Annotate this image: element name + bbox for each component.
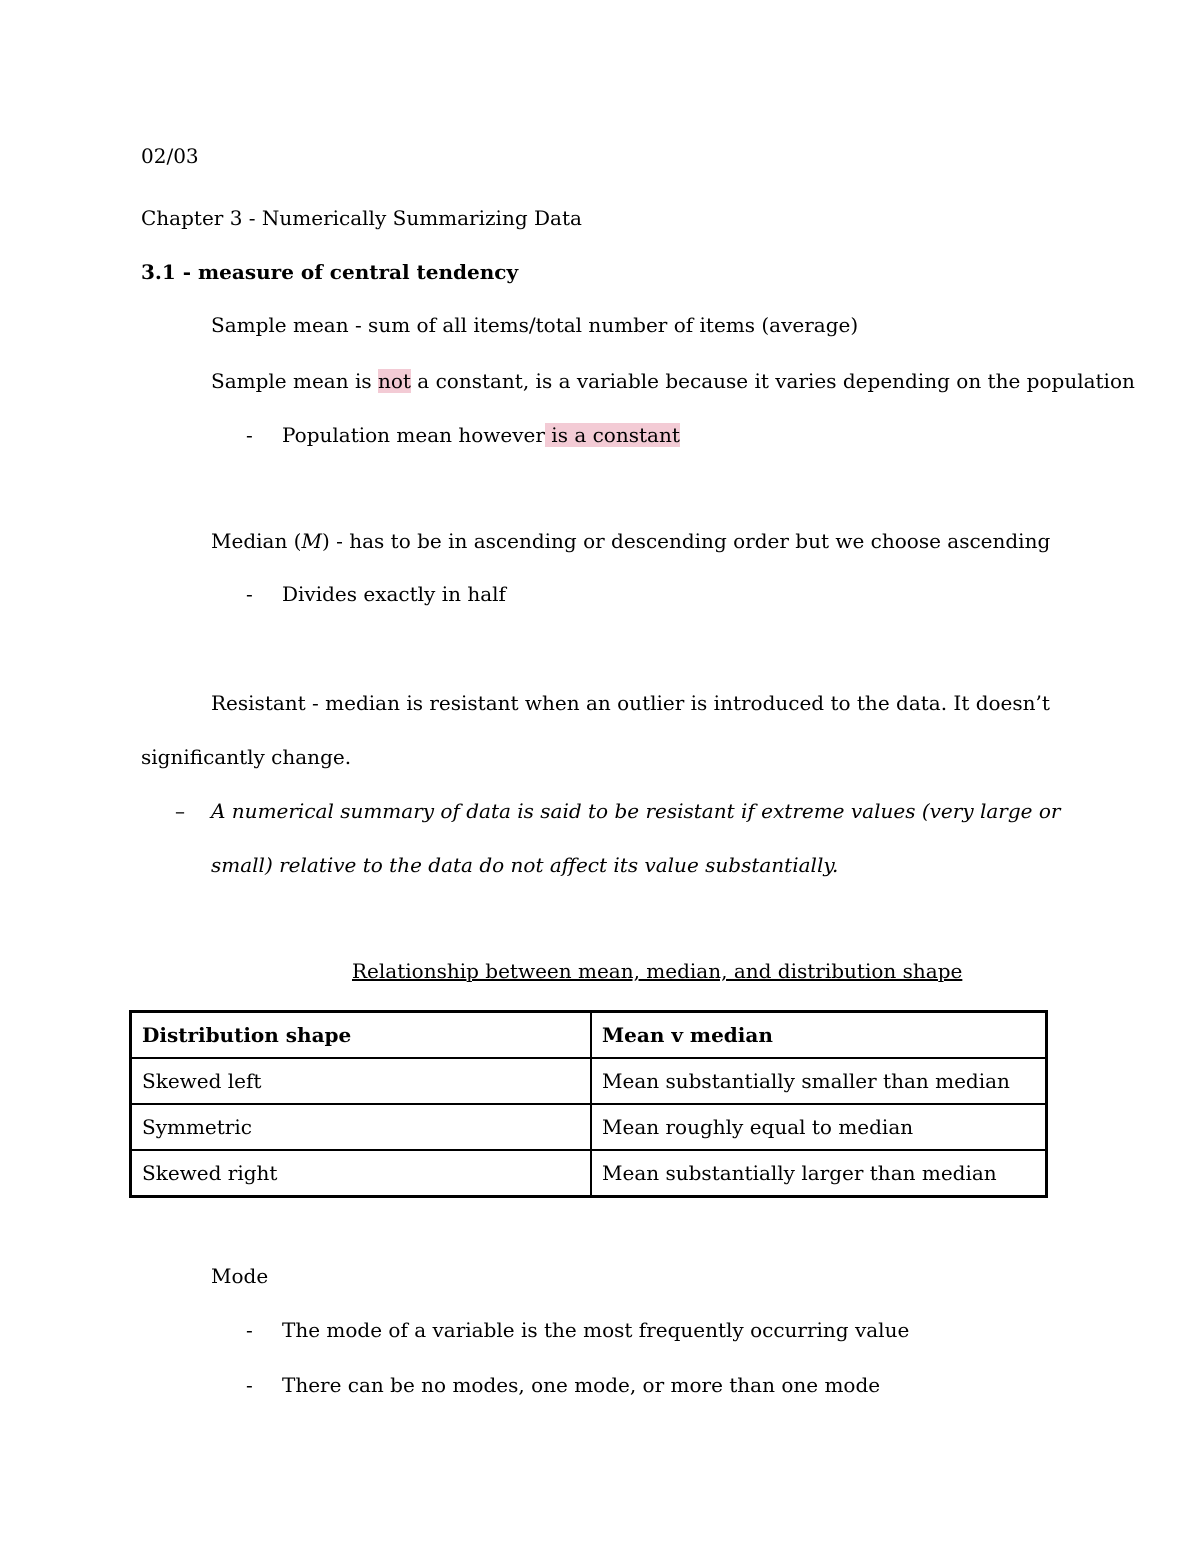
table-header-cell: Mean v median <box>591 1012 1047 1059</box>
table-cell: Symmetric <box>131 1104 592 1150</box>
sample-mean-variable-line <box>211 368 1135 394</box>
sample-mean-definition: Sample mean - sum of all items/total number of items (average) <box>211 313 859 337</box>
section-heading: 3.1 - measure of central tendency <box>141 260 519 284</box>
text-segment: Median ( <box>211 529 302 553</box>
bullet-dash: – <box>175 799 185 823</box>
median-line <box>211 528 1050 554</box>
table-row <box>131 1104 1047 1150</box>
table-header-cell: Distribution shape <box>131 1012 592 1059</box>
bullet-dash: - <box>246 423 253 447</box>
highlighted-text: is a constant <box>544 423 680 447</box>
highlighted-text: not <box>377 369 411 393</box>
chapter-title: Chapter 3 - Numerically Summarizing Data <box>141 206 582 230</box>
table-cell: Mean roughly equal to median <box>591 1104 1047 1150</box>
mode-bullet: The mode of a variable is the most frequently occurring value <box>282 1318 910 1342</box>
table-row <box>131 1150 1047 1197</box>
bullet-dash: - <box>246 1318 253 1342</box>
resistant-line-2: significantly change. <box>141 745 352 769</box>
text-segment: ) - has to be in ascending or descending order but we choose ascending <box>321 529 1051 553</box>
distribution-table <box>129 1010 1048 1198</box>
bullet-dash: - <box>246 1373 253 1397</box>
median-bullet: Divides exactly in half <box>282 582 506 606</box>
mode-heading: Mode <box>211 1264 269 1288</box>
table-cell: Mean substantially smaller than median <box>591 1058 1047 1104</box>
text-segment: Population mean however <box>282 423 545 447</box>
resistant-line-1: Resistant - median is resistant when an outlier is introduced to the data. It doesn’t <box>211 691 1050 715</box>
table-title: Relationship between mean, median, and distribution shape <box>352 959 963 983</box>
bullet-dash: - <box>246 582 253 606</box>
table-cell: Skewed right <box>131 1150 592 1197</box>
date: 02/03 <box>141 144 199 168</box>
median-symbol: M <box>301 529 322 553</box>
table-cell: Mean substantially larger than median <box>591 1150 1047 1197</box>
table-header-row <box>131 1012 1047 1059</box>
resistant-quote-line-1: A numerical summary of data is said to be resistant if extreme values (very large or <box>211 799 1061 823</box>
mode-bullet: There can be no modes, one mode, or more than one mode <box>282 1373 881 1397</box>
text-segment: a constant, is a variable because it varies depending on the population <box>410 369 1135 393</box>
resistant-quote-line-2: small) relative to the data do not affect its value substantially. <box>211 853 839 877</box>
table-row <box>131 1058 1047 1104</box>
population-mean-line <box>282 422 680 448</box>
text-segment: Sample mean is <box>211 369 378 393</box>
table-cell: Skewed left <box>131 1058 592 1104</box>
